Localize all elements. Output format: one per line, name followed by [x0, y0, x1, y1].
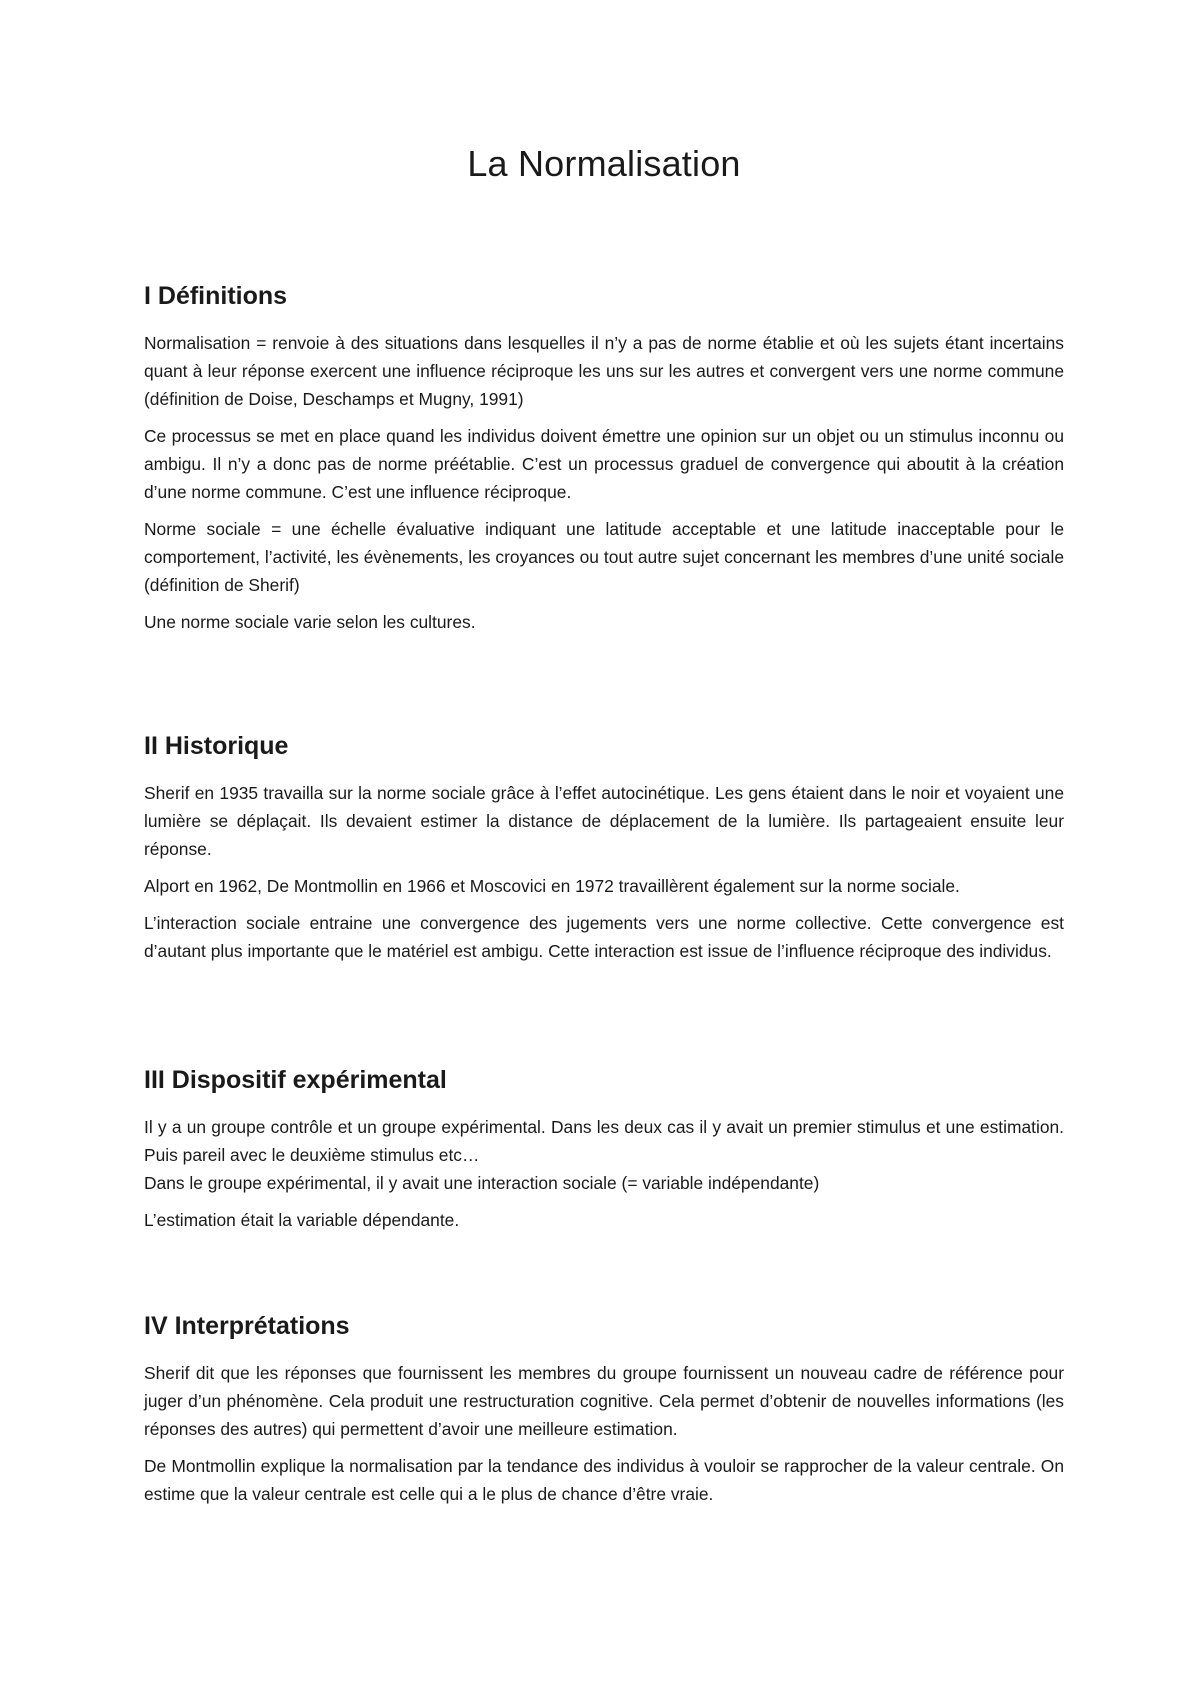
section-heading: I Définitions	[144, 282, 288, 310]
paragraph: Ce processus se met en place quand les individus doivent émettre une opinion sur un objet ou un stimulus inconnu ou ambigu. Il n’y a donc pas de norme préétablie. C’est un processus graduel de convergence qui aboutit à la création d’une norme commune. C’est une influence réciproque.	[144, 426, 1064, 502]
section-heading: IV Interprétations	[144, 1312, 350, 1340]
paragraph: Sherif dit que les réponses que fournissent les membres du groupe fournissent un nouveau cadre de référence pour juger d’un phénomène. Cela produit une restructuration cognitive. Cela permet d’obtenir de nouvelles informations (les réponses des autres) qui permettent d’avoir une meilleure estimation.	[144, 1363, 1064, 1439]
paragraph: Normalisation = renvoie à des situations dans lesquelles il n’y a pas de norme établie et où les sujets étant incertains quant à leur réponse exercent une influence réciproque les uns sur les autres et convergent vers une norme commune (définition de Doise, Deschamps et Mugny, 1991)	[144, 333, 1064, 409]
paragraph: Il y a un groupe contrôle et un groupe expérimental. Dans les deux cas il y avait un premier stimulus et une estimation. Puis pareil avec le deuxième stimulus etc…	[144, 1117, 1064, 1165]
section-definitions	[144, 282, 1064, 645]
paragraph: De Montmollin explique la normalisation par la tendance des individus à vouloir se rapprocher de la valeur centrale. On estime que la valeur centrale est celle qui a le plus de chance d’être vraie.	[144, 1456, 1064, 1504]
paragraph: L’interaction sociale entraine une convergence des jugements vers une norme collective. Cette convergence est d’autant plus importante que le matériel est ambigu. Cette interaction est issue de l’influence réciproque des individus.	[144, 913, 1064, 961]
section-historique	[144, 732, 1064, 974]
section-interpretations	[144, 1312, 1064, 1517]
section-heading: III Dispositif expérimental	[144, 1066, 447, 1094]
section-dispositif	[144, 1066, 1064, 1243]
paragraph: Alport en 1962, De Montmollin en 1966 et Moscovici en 1972 travaillèrent également sur la norme sociale.	[144, 876, 960, 896]
paragraph: Une norme sociale varie selon les cultures.	[144, 612, 476, 632]
page-title: La Normalisation	[467, 143, 741, 184]
paragraph: Sherif en 1935 travailla sur la norme sociale grâce à l’effet autocinétique. Les gens étaient dans le noir et voyaient une lumière se déplaçait. Ils devaient estimer la distance de déplacement de la lumière. Ils partageaient ensuite leur réponse.	[144, 783, 1064, 859]
paragraph: Dans le groupe expérimental, il y avait une interaction sociale (= variable indépendante)	[144, 1173, 820, 1193]
paragraph: L’estimation était la variable dépendante.	[144, 1210, 460, 1230]
paragraph: Norme sociale = une échelle évaluative indiquant une latitude acceptable et une latitude inacceptable pour le comportement, l’activité, les évènements, les croyances ou tout autre sujet concernant les membres d’une unité sociale (définition de Sherif)	[144, 519, 1064, 595]
section-heading: II Historique	[144, 732, 289, 760]
